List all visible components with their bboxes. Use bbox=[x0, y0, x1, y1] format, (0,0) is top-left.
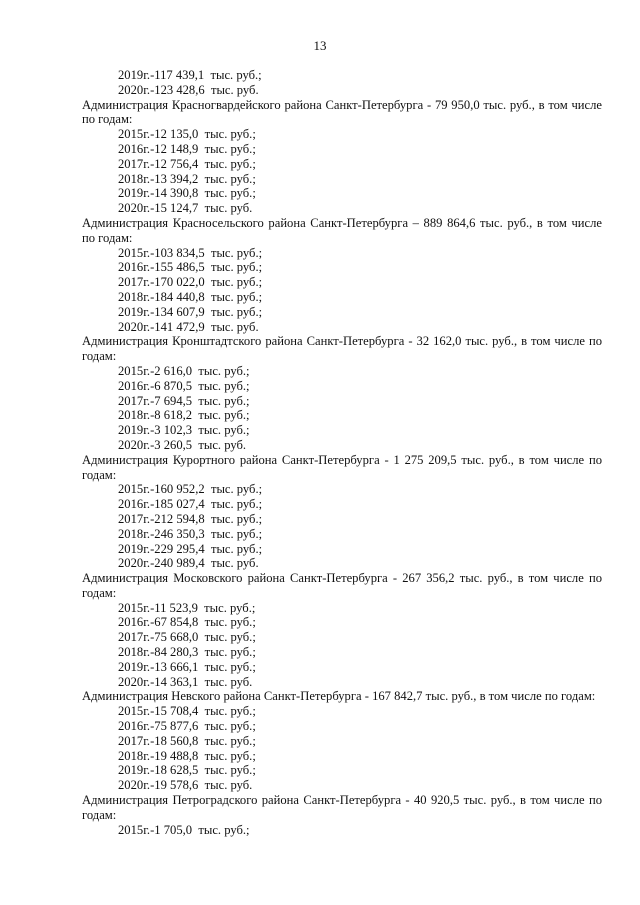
year-amount-line: 2017г.-170 022,0 тыс. руб.; bbox=[118, 275, 263, 290]
year-amount-line: 2018г.-19 488,8 тыс. руб.; bbox=[118, 748, 256, 763]
year-amount-line: 2017г.-12 756,4 тыс. руб.; bbox=[118, 156, 256, 171]
year-amount-line: 2018г.-84 280,3 тыс. руб.; bbox=[118, 645, 256, 660]
section-heading: Администрация Курортного района Санкт-Петербурга - 1 275 209,5 тыс. руб., в том числе по годам: bbox=[82, 452, 602, 482]
year-amount-line: 2016г.-155 486,5 тыс. руб.; bbox=[118, 260, 263, 275]
section-heading: Администрация Красногвардейского района Санкт-Петербурга - 79 950,0 тыс. руб., в том числе по годам: bbox=[82, 97, 602, 127]
year-amount-line: 2018г.-184 440,8 тыс. руб.; bbox=[118, 289, 263, 304]
year-amount-line: 2018г.-13 394,2 тыс. руб.; bbox=[118, 171, 256, 186]
year-amount-line: 2017г.-75 668,0 тыс. руб.; bbox=[118, 630, 256, 645]
year-amount-line: 2018г.-8 618,2 тыс. руб.; bbox=[118, 408, 250, 423]
year-amount-line: 2016г.-75 877,6 тыс. руб.; bbox=[118, 719, 256, 734]
year-amount-line: 2018г.-246 350,3 тыс. руб.; bbox=[118, 526, 263, 541]
budget-section bbox=[82, 793, 602, 837]
section-heading: Администрация Петроградского района Санкт-Петербурга - 40 920,5 тыс. руб., в том числе по годам: bbox=[82, 793, 602, 822]
year-amount-line: 2020г.-3 260,5 тыс. руб. bbox=[118, 437, 247, 452]
budget-section bbox=[82, 571, 602, 689]
budget-section bbox=[82, 334, 602, 452]
year-amount-line: 2019г.-3 102,3 тыс. руб.; bbox=[118, 423, 250, 438]
year-amount-line: 2015г.-12 135,0 тыс. руб.; bbox=[118, 127, 256, 142]
year-amount-line: 2017г.-7 694,5 тыс. руб.; bbox=[118, 393, 250, 408]
year-amount-line: 2016г.-12 148,9 тыс. руб.; bbox=[118, 141, 256, 156]
section-heading: Администрация Московского района Санкт-Петербурга - 267 356,2 тыс. руб., в том числе по годам: bbox=[82, 571, 602, 600]
year-amount-line: 2020г.-141 472,9 тыс. руб. bbox=[118, 319, 259, 334]
document-body bbox=[82, 68, 602, 837]
budget-section bbox=[82, 689, 602, 793]
year-amount-line: 2015г.-2 616,0 тыс. руб.; bbox=[118, 363, 250, 378]
budget-section bbox=[82, 216, 602, 334]
section-heading: Администрация Невского района Санкт-Петербурга - 167 842,7 тыс. руб., в том числе по годам: bbox=[82, 689, 596, 704]
year-amount-line: 2019г.-117 439,1 тыс. руб.; bbox=[118, 68, 262, 82]
year-amount-line: 2015г.-15 708,4 тыс. руб.; bbox=[118, 704, 256, 719]
year-amount-line: 2016г.-6 870,5 тыс. руб.; bbox=[118, 378, 250, 393]
year-amount-line: 2015г.-11 523,9 тыс. руб.; bbox=[118, 600, 256, 615]
year-amount-line: 2015г.-103 834,5 тыс. руб.; bbox=[118, 245, 263, 260]
budget-section bbox=[82, 453, 602, 571]
year-amount-line: 2019г.-18 628,5 тыс. руб.; bbox=[118, 763, 256, 778]
year-amount-line: 2020г.-123 428,6 тыс. руб. bbox=[118, 82, 259, 97]
year-amount-line: 2019г.-13 666,1 тыс. руб.; bbox=[118, 659, 256, 674]
year-amount-line: 2015г.-160 952,2 тыс. руб.; bbox=[118, 482, 263, 497]
year-amount-line: 2015г.-1 705,0 тыс. руб.; bbox=[118, 822, 250, 837]
year-amount-line: 2017г.-212 594,8 тыс. руб.; bbox=[118, 511, 263, 526]
year-amount-line: 2019г.-134 607,9 тыс. руб.; bbox=[118, 304, 263, 319]
budget-section bbox=[82, 68, 602, 98]
year-amount-line: 2020г.-240 989,4 тыс. руб. bbox=[118, 556, 259, 571]
section-heading: Администрация Кронштадтского района Санкт-Петербурга - 32 162,0 тыс. руб., в том числе по годам: bbox=[82, 334, 602, 364]
year-amount-line: 2017г.-18 560,8 тыс. руб.; bbox=[118, 733, 256, 748]
page-number: 13 bbox=[313, 38, 327, 53]
year-amount-line: 2019г.-14 390,8 тыс. руб.; bbox=[118, 186, 256, 201]
year-amount-line: 2020г.-19 578,6 тыс. руб. bbox=[118, 778, 253, 793]
year-amount-line: 2020г.-15 124,7 тыс. руб. bbox=[118, 201, 253, 216]
year-amount-line: 2020г.-14 363,1 тыс. руб. bbox=[118, 674, 253, 689]
section-heading: Администрация Красносельского района Санкт-Петербурга – 889 864,6 тыс. руб., в том числе по годам: bbox=[82, 215, 602, 245]
year-amount-line: 2016г.-67 854,8 тыс. руб.; bbox=[118, 615, 256, 630]
budget-section bbox=[82, 98, 602, 216]
year-amount-line: 2019г.-229 295,4 тыс. руб.; bbox=[118, 541, 263, 556]
year-amount-line: 2016г.-185 027,4 тыс. руб.; bbox=[118, 497, 263, 512]
